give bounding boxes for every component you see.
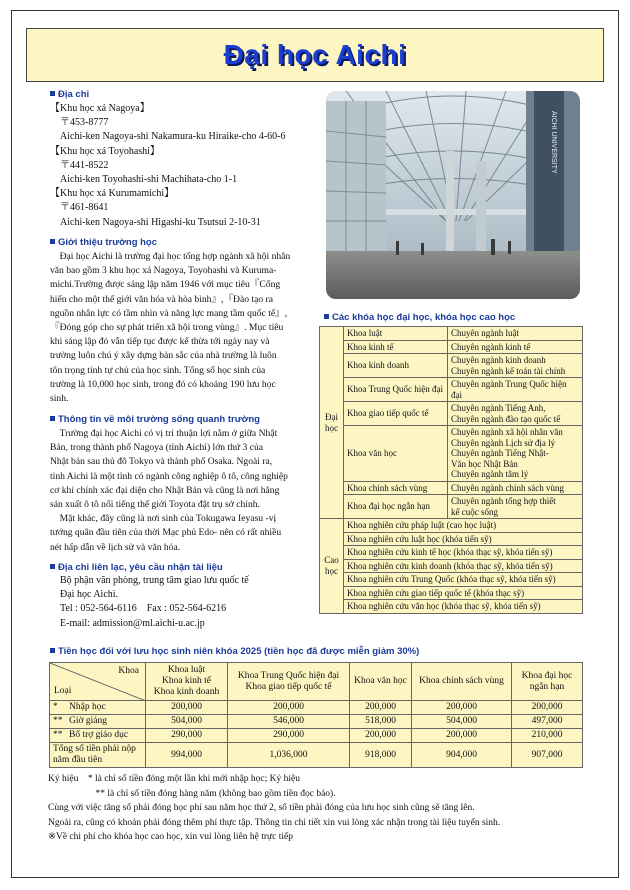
intro-text: Đại học Aichi là trường đại học tổng hợp ngành xã hội nhân văn bao gồm 3 khu học xá Nagoya, Toyohashi và Kuruma- michi.Trường được sáng lập năm 1946 với mục tiêu『Cống hiến cho một thế giới văn hóa và hòa bình』,『Đào tạo ra nguồn nhân lực có tầm nhìn và năng lực mang tầm quốc tế』, 『Đóng góp cho sự phát triển xã hội trong vùng』. Mục tiêu khi sáng lập đó vẫn tiếp tục được kế thừa tới ngày nay và trường luôn chú ý xây dựng bản sắc của nhà trường là luôn tôn trọng tính tự chủ của học sinh. Tổng số học sinh của trường là 10,000 học sinh, trong đó có khoảng 190 lưu học sinh. (50, 251, 291, 405)
undergrad-label: Đại học (320, 327, 344, 519)
faculty-cell: Khoa giao tiếp quốc tế (344, 402, 448, 426)
major-cell: Chuyên ngành luật (448, 327, 583, 341)
faculty-cell: Khoa kinh doanh (344, 354, 448, 378)
grad-program-cell: Khoa nghiên cứu kinh doanh (khóa thạc sỹ, khóa tiến sỹ) (344, 559, 583, 573)
fee-value-cell: 200,000 (228, 701, 350, 715)
fees-header-row (50, 663, 583, 701)
grad-program-cell: Khoa nghiên cứu luật học (khóa tiến sỹ) (344, 532, 583, 546)
fee-value-cell: 918,000 (350, 743, 412, 768)
fee-mark: ** (53, 730, 63, 740)
campus-atrium-illustration (326, 91, 580, 299)
grad-program-row (320, 532, 583, 546)
fee-label: Giờ giảng (69, 716, 108, 726)
program-row (320, 402, 583, 426)
fee-value-cell: 200,000 (412, 701, 512, 715)
grad-program-cell: Khoa nghiên cứu Trung Quốc (khóa thạc sỹ, khóa tiến sỹ) (344, 573, 583, 587)
note-line: Ngoài ra, cũng có khoản phải đóng thêm phí thực tập. Thông tin chi tiết xin vui lòng xác nhận trong tài liệu tuyển sinh. (48, 817, 501, 828)
fee-label-cell (50, 729, 146, 743)
program-row (320, 426, 583, 482)
program-row (320, 481, 583, 495)
fee-label: Tổng số tiền phải nộp năm đầu tiên (53, 744, 136, 765)
grad-program-cell: Khoa nghiên cứu giao tiếp quốc tế (khóa thạc sỹ) (344, 586, 583, 600)
fee-row (50, 715, 583, 729)
grad-program-row (320, 586, 583, 600)
fee-value-cell: 994,000 (146, 743, 228, 768)
grad-program-row (320, 546, 583, 560)
intro-heading: Giới thiệu trường học (50, 237, 157, 248)
square-bullet-icon (50, 564, 55, 569)
fee-mark: ** (53, 716, 63, 726)
fee-label-cell (50, 715, 146, 729)
address-text: 【Khu học xá Nagoya】 〒453-8777 Aichi-ken Nagoya-shi Nakamura-ku Hiraike-cho 4-60-6 【Khu học xá Toyohashi】 〒441-8522 Aichi-ken Toyohashi-shi Machihata-cho 1-1 【Khu học xá Kurumamichi】 〒461-8641 Aichi-ken Nagoya-shi Higashi-ku Tsutsui 2-10-31 (50, 103, 286, 228)
fee-value-cell: 200,000 (512, 701, 583, 715)
programs-heading: Các khóa học đại học, khóa học cao học (324, 312, 515, 323)
faculty-cell: Khoa văn học (344, 426, 448, 482)
fees-col-header: Khoa văn học (350, 663, 412, 701)
fees-corner-cell: Khoa Loại (50, 663, 146, 701)
note-line: Ký hiệu * là chỉ số tiền đóng một lần khi mới nhập học; Ký hiệu (48, 774, 300, 784)
photo-building-sign: AICHI UNIVERSITY (550, 111, 557, 174)
grad-program-row (320, 573, 583, 587)
square-bullet-icon (50, 239, 55, 244)
major-cell: Chuyên ngành xã hội nhân văn Chuyên ngành Lịch sử địa lý Chuyên ngành Tiếng Nhật- Văn học Nhật Bản Chuyên ngành tâm lý (448, 426, 583, 482)
grad-program-cell: Khoa nghiên cứu pháp luật (cao học luật) (344, 519, 583, 533)
fee-row (50, 743, 583, 768)
grad-program-cell: Khoa nghiên cứu văn học (khóa thạc sỹ, khóa tiến sỹ) (344, 600, 583, 614)
fee-label-cell (50, 743, 146, 768)
fee-label: Nhập học (69, 702, 106, 712)
fee-value-cell: 200,000 (350, 729, 412, 743)
square-bullet-icon (324, 314, 329, 319)
programs-table (319, 326, 583, 614)
major-cell: Chuyên ngành kinh doanh Chuyên ngành kế toán tài chính (448, 354, 583, 378)
fee-value-cell: 546,000 (228, 715, 350, 729)
faculty-cell: Khoa luật (344, 327, 448, 341)
fees-heading: Tiền học đối với lưu học sinh niên khóa 2025 (tiền học đã được miễn giảm 30%) (50, 646, 419, 657)
square-bullet-icon (50, 648, 55, 653)
program-row (320, 495, 583, 519)
fee-value-cell: 210,000 (512, 729, 583, 743)
fee-notes (48, 772, 608, 845)
faculty-cell: Khoa đại học ngắn hạn (344, 495, 448, 519)
fees-col-header: Khoa luật Khoa kinh tế Khoa kinh doanh (146, 663, 228, 701)
faculty-cell: Khoa chính sách vùng (344, 481, 448, 495)
grad-program-cell: Khoa nghiên cứu kinh tế học (khóa thạc sỹ, khóa tiến sỹ) (344, 546, 583, 560)
environment-text: Trường đại học Aichi có vị trí thuận lợi nằm ở giữa Nhật Bản, trong thành phố Nagoya (tỉnh Aichi) lớn thứ 3 của Nhật bản sau thủ đô Tokyo và thành phố Osaka. Ngoài ra, tỉnh Aichi là một tỉnh có ngành công nghiệp ô tô, công nghiệp cơ khí chính xác đại diện cho Nhật Bản và cũng là nơi hãng sản xuất ô tô nổi tiếng thế giới Toyota đặt trụ sở chính. Mặt khác, đây cũng là nơi sinh của Tokugawa Ieyasu -vị tướng quân đầu tiên của thời Mạc phủ Edo- nên có rất nhiều nét hấp dẫn về lịch sử và văn hóa. (50, 428, 288, 553)
fee-label: Bổ trợ giáo dục (69, 730, 129, 740)
note-line: ※Về chi phí cho khóa học cao học, xin vui lòng liên hệ trực tiếp (48, 832, 294, 842)
major-cell: Chuyên ngành Tiếng Anh, Chuyên ngành đào tạo quốc tế (448, 402, 583, 426)
note-line: ** là chỉ số tiền đóng hàng năm (không bao gồm tiền đọc báo). (48, 788, 336, 799)
fee-label-cell (50, 701, 146, 715)
fee-value-cell: 200,000 (146, 701, 228, 715)
fee-value-cell: 497,000 (512, 715, 583, 729)
program-row (320, 378, 583, 402)
grad-label: Cao học (320, 519, 344, 614)
square-bullet-icon (50, 416, 55, 421)
campus-photo (326, 91, 580, 299)
program-row (320, 354, 583, 378)
fee-value-cell: 200,000 (350, 701, 412, 715)
contact-text: Bộ phận văn phòng, trung tâm giao lưu quốc tế Đại học Aichi. Tel : 052-564-6116 Fax : 052-564-6216 E-mail: admission@ml.aichi-u.ac.jp (59, 575, 249, 629)
title-banner (26, 28, 604, 82)
fee-value-cell: 290,000 (146, 729, 228, 743)
fee-value-cell: 904,000 (412, 743, 512, 768)
address-heading: Địa chỉ (50, 89, 89, 100)
grad-program-row (320, 519, 583, 533)
contact-heading: Địa chỉ liên lạc, yêu cầu nhận tài liệu (50, 562, 223, 573)
fee-value-cell: 518,000 (350, 715, 412, 729)
square-bullet-icon (50, 91, 55, 96)
grad-program-row (320, 600, 583, 614)
grad-program-row (320, 559, 583, 573)
fees-col-header: Khoa chính sách vùng (412, 663, 512, 701)
program-row (320, 327, 583, 341)
fees-table (49, 662, 583, 768)
fee-value-cell: 290,000 (228, 729, 350, 743)
page-title: Đại học Aichi (223, 39, 407, 70)
environment-heading: Thông tin về môi trường sống quanh trường (50, 414, 260, 425)
faculty-cell: Khoa Trung Quốc hiện đại (344, 378, 448, 402)
note-line: Cùng với việc tăng số phải đóng học phí sau năm học thứ 2, số tiền phải đóng của lưu học sinh cũng sẽ tăng lên. (48, 803, 475, 813)
fee-value-cell: 504,000 (146, 715, 228, 729)
fee-value-cell: 504,000 (412, 715, 512, 729)
major-cell: Chuyên ngành tổng hợp thiết kế cuộc sống (448, 495, 583, 519)
fee-value-cell: 1,036,000 (228, 743, 350, 768)
fee-value-cell: 907,000 (512, 743, 583, 768)
fee-mark: * (53, 702, 58, 712)
fee-value-cell: 200,000 (412, 729, 512, 743)
fees-col-header: Khoa đại học ngắn hạn (512, 663, 583, 701)
fees-col-header: Khoa Trung Quốc hiện đại Khoa giao tiếp quốc tế (228, 663, 350, 701)
program-row (320, 340, 583, 354)
major-cell: Chuyên ngành Trung Quốc hiện đại (448, 378, 583, 402)
fee-row (50, 701, 583, 715)
fee-row (50, 729, 583, 743)
major-cell: Chuyên ngành kinh tế (448, 340, 583, 354)
major-cell: Chuyên ngành chính sách vùng (448, 481, 583, 495)
faculty-cell: Khoa kinh tế (344, 340, 448, 354)
